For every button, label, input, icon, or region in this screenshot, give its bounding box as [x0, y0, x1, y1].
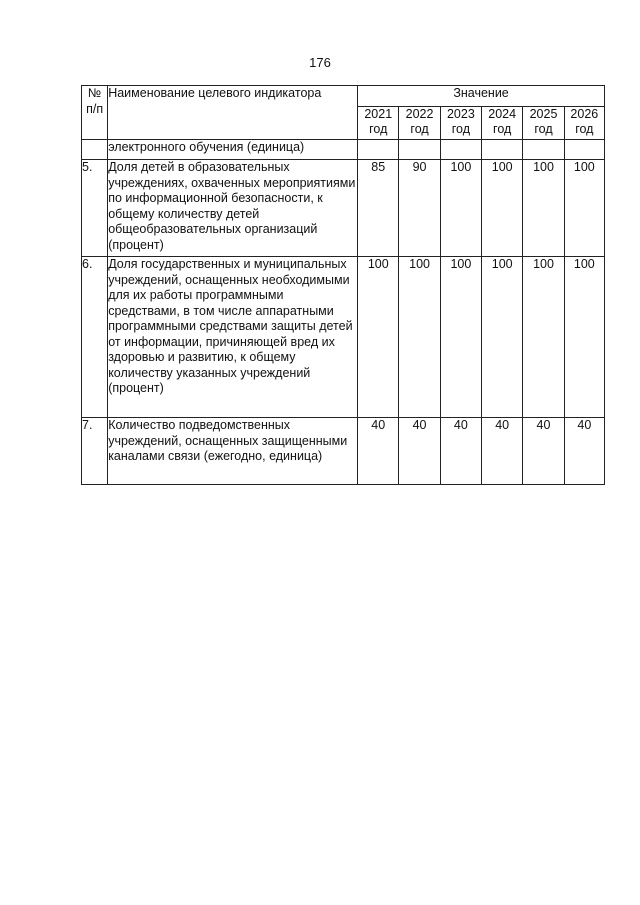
header-name: Наименование целевого индикатора: [108, 86, 358, 140]
header-year: 2022 год: [399, 107, 440, 140]
value-cell: [399, 140, 440, 160]
value-2026: 100: [564, 257, 604, 418]
indicator-name: Доля детей в образовательных учреждениях, охваченных мероприятиями по информационной безопасности, к общему количеству детей общеобразовательных организаций (процент): [108, 160, 358, 257]
value-2021: 85: [358, 160, 399, 257]
value-2021: 40: [358, 418, 399, 485]
indicators-table: [81, 85, 605, 485]
value-cell: [482, 140, 523, 160]
table-header-row: [82, 86, 605, 107]
value-cell: [440, 140, 481, 160]
header-year: 2023 год: [440, 107, 481, 140]
row-number: 6.: [82, 257, 108, 418]
value-2024: 40: [482, 418, 523, 485]
value-2021: 100: [358, 257, 399, 418]
page-number: 176: [309, 55, 331, 70]
value-2022: 90: [399, 160, 440, 257]
value-2024: 100: [482, 257, 523, 418]
header-year: 2024 год: [482, 107, 523, 140]
value-2024: 100: [482, 160, 523, 257]
indicator-name: Количество подведомственных учреждений, оснащенных защищенными каналами связи (ежегодно, единица): [108, 418, 358, 485]
continuation-text: электронного обучения (единица): [108, 140, 358, 160]
value-2023: 40: [440, 418, 481, 485]
row-number: 7.: [82, 418, 108, 485]
indicator-name: Доля государственных и муниципальных учреждений, оснащенных необходимыми для их работы программными средствами, в том числе аппаратными программными средствами защиты детей от информации, причиняющей вред их здоровью и развитию, к общему количеству указанных учреждений (процент): [108, 257, 358, 418]
value-cell: [523, 140, 564, 160]
value-2026: 40: [564, 418, 604, 485]
table-row: [82, 160, 605, 257]
value-2023: 100: [440, 160, 481, 257]
value-2025: 40: [523, 418, 564, 485]
value-2022: 40: [399, 418, 440, 485]
header-year: 2026 год: [564, 107, 604, 140]
continuation-row: [82, 140, 605, 160]
value-cell: [564, 140, 604, 160]
table-row: [82, 418, 605, 485]
header-year: 2025 год: [523, 107, 564, 140]
value-2023: 100: [440, 257, 481, 418]
value-2026: 100: [564, 160, 604, 257]
value-2025: 100: [523, 160, 564, 257]
value-2022: 100: [399, 257, 440, 418]
num-cell: [82, 140, 108, 160]
header-num: № п/п: [82, 86, 108, 140]
row-number: 5.: [82, 160, 108, 257]
header-year: 2021 год: [358, 107, 399, 140]
table-row: [82, 257, 605, 418]
value-cell: [358, 140, 399, 160]
value-2025: 100: [523, 257, 564, 418]
header-value: Значение: [358, 86, 605, 107]
